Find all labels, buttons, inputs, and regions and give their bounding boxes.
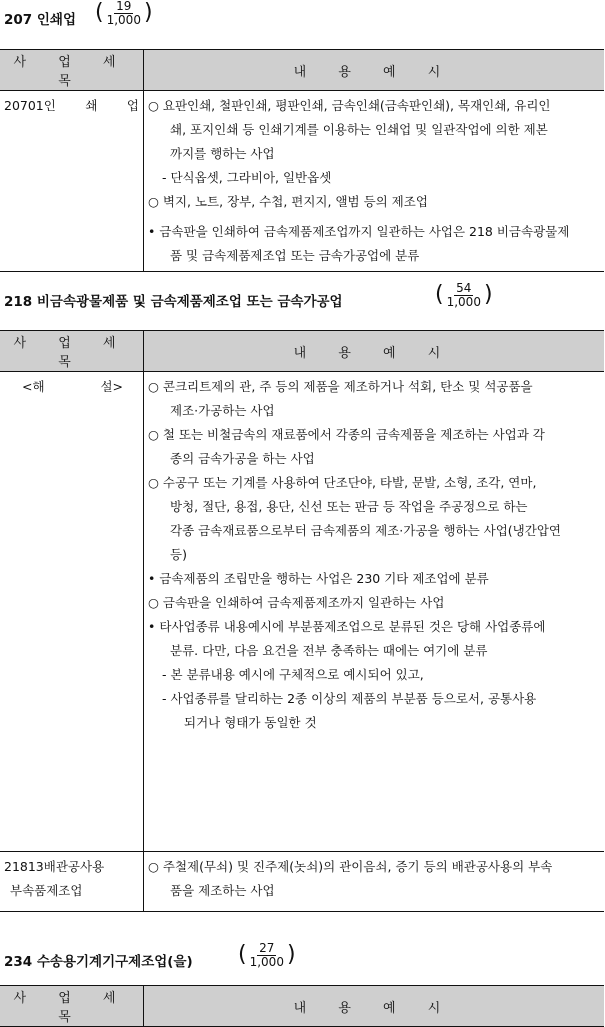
content-line: 품을 제조하는 사업 <box>170 883 275 898</box>
rate-denominator: 1,000 <box>249 954 284 969</box>
content-line: - 본 분류내용 예시에 구체적으로 예시되어 있고, <box>162 667 424 682</box>
content-line: 방청, 절단, 용접, 용단, 신선 또는 판금 등 작업을 주공정으로 하는 <box>170 499 528 514</box>
header-content-example: 내 용 예 시 <box>144 986 605 1027</box>
business-item-name: <해 설> <box>22 379 123 394</box>
rate-numerator: 54 <box>456 281 472 295</box>
rate-numerator: 27 <box>259 941 275 955</box>
content-line: ○ 요판인쇄, 철판인쇄, 평판인쇄, 금속인쇄(금속판인쇄), 목재인쇄, 유리인 <box>148 98 551 113</box>
content-line: • 금속판을 인쇄하여 금속제품제조업까지 일관하는 사업은 218 비금속광물제 <box>148 224 570 239</box>
section-title-207: 207 인쇄업 <box>4 12 77 28</box>
content-line: 되거나 형태가 동일한 것 <box>184 715 317 730</box>
rate-fraction-207: ( $\frac{19}{1,000}$ ) <box>95 0 153 27</box>
content-line: 쇄, 포지인쇄 등 인쇄기계를 이용하는 인쇄업 및 일관작업에 의한 제본 <box>170 122 548 137</box>
content-line: ○ 벽지, 노트, 장부, 수첩, 편지지, 앨범 등의 제조업 <box>148 194 428 209</box>
content-line: 분류. 다만, 다음 요건을 전부 충족하는 때에는 여기에 분류 <box>170 643 488 658</box>
header-content-example: 내 용 예 시 <box>144 331 605 372</box>
content-line: 각종 금속재료품으로부터 금속제품의 제조·가공을 행하는 사업(냉간압연 <box>170 523 561 538</box>
table-234 <box>0 985 604 1027</box>
table-row <box>0 91 604 272</box>
rate-fraction-234: ( $\frac{27}{1,000}$ ) <box>238 941 296 969</box>
content-line: 품 및 금속제품제조업 또는 금속가공업에 분류 <box>170 248 420 263</box>
business-item-name: 20701인 쇄 업 <box>4 98 139 113</box>
content-line: ○ 금속판을 인쇄하여 금속제품제조까지 일관하는 사업 <box>148 595 445 610</box>
content-line: ○ 철 또는 비철금속의 재료품에서 각종의 금속제품을 제조하는 사업과 각 <box>148 427 545 442</box>
content-line: • 금속제품의 조립만을 행하는 사업은 230 기타 제조업에 분류 <box>148 571 489 586</box>
content-line: ○ 주철제(무쇠) 및 진주제(놋쇠)의 관이음쇠, 증기 등의 배관공사용의 부속 <box>148 859 553 874</box>
content-line: ○ 콘크리트제의 관, 주 등의 제품을 제조하거나 석회, 탄소 및 석공품을 <box>148 379 533 394</box>
content-line: - 사업종류를 달리하는 2종 이상의 제품의 부분품 등으로서, 공통사용 <box>162 691 537 706</box>
content-line: • 타사업종류 내용예시에 부분품제조업으로 분류된 것은 당해 사업종류에 <box>148 619 546 634</box>
business-item-name-cont: 부속품제조업 <box>10 883 83 898</box>
table-218 <box>0 330 604 912</box>
rate-numerator: 19 <box>116 0 132 13</box>
business-item-cell <box>0 852 144 912</box>
header-business-item: 사 업 세 목 <box>0 50 144 91</box>
content-line: 제조·가공하는 사업 <box>170 403 275 418</box>
section-title-234: 234 수송용기계기구제조업(을) <box>4 954 193 970</box>
table-row <box>0 372 604 852</box>
header-content-example: 내 용 예 시 <box>144 50 605 91</box>
content-line: 까지를 행하는 사업 <box>170 146 275 161</box>
content-line: - 단식옵셋, 그라비아, 일반옵셋 <box>162 170 332 185</box>
business-item-cell <box>0 91 144 272</box>
header-business-item: 사 업 세 목 <box>0 986 144 1027</box>
content-line: ○ 수공구 또는 기계를 사용하여 단조단야, 타발, 문발, 소형, 조각, 연마, <box>148 475 537 490</box>
table-207 <box>0 49 604 272</box>
content-line: 종의 금속가공을 하는 사업 <box>170 451 315 466</box>
content-line: 등) <box>170 547 187 562</box>
rate-fraction-218: ( $\frac{54}{1,000}$ ) <box>435 281 493 309</box>
table-row <box>0 852 604 912</box>
content-cell <box>144 852 605 912</box>
rate-denominator: 1,000 <box>106 12 141 27</box>
header-business-item: 사 업 세 목 <box>0 331 144 372</box>
content-cell <box>144 372 605 852</box>
rate-denominator: 1,000 <box>446 294 481 309</box>
business-item-cell <box>0 372 144 852</box>
section-title-218: 218 비금속광물제품 및 금속제품제조업 또는 금속가공업 <box>4 294 343 310</box>
content-cell <box>144 91 605 272</box>
business-item-name: 21813배관공사용 <box>4 859 105 874</box>
